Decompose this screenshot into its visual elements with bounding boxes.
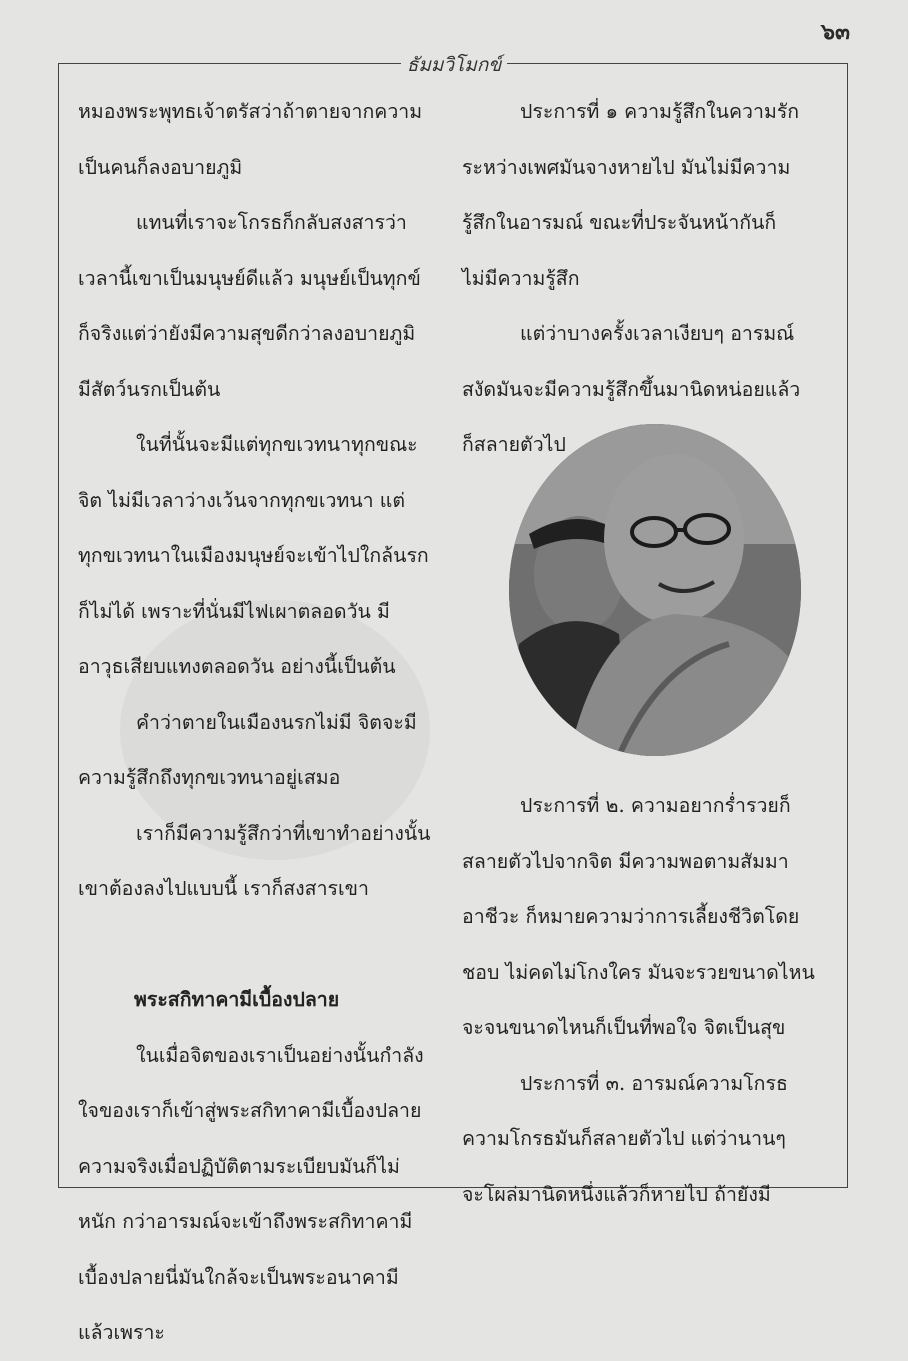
text-line: ในที่นั้นจะมีแต่ทุกขเวทนาทุกขณะ: [136, 433, 418, 456]
text-line: สลายตัวไปจากจิต มีความพอตามสัมมา: [462, 849, 789, 873]
running-head-title: ธัมมวิโมกข์: [401, 54, 508, 76]
monk-photo: [509, 424, 801, 756]
text-line: ความรู้สึกถึงทุกขเวทนาอยู่เสมอ: [78, 766, 341, 789]
text-line: เราก็มีความรู้สึกว่าที่เขาทำอย่างนั้น: [136, 821, 431, 845]
text-line: ก็ไม่ได้ เพราะที่นั่นมีไฟเผาตลอดวัน มี: [78, 599, 390, 623]
text-line: คำว่าตายในเมืองนรกไม่มี จิตจะมี: [136, 710, 417, 734]
text-line: ไม่มีความรู้สึก: [462, 266, 580, 290]
text-line: อาชีวะ ก็หมายความว่าการเลี้ยงชีวิตโดย: [462, 905, 800, 928]
text-line: ใจของเราก็เข้าสู่พระสกิทาคามีเบื้องปลาย: [78, 1099, 422, 1122]
text-line: ก็สลายตัวไป: [462, 433, 566, 456]
text-line: รู้สึกในอารมณ์ ขณะที่ประจันหน้ากันก็: [462, 211, 777, 234]
blank-line: [78, 917, 450, 973]
text-line: จะจนขนาดไหนก็เป็นที่พอใจ จิตเป็นสุข: [462, 1016, 786, 1039]
text-line: จะโผล่มานิดหนึ่งแล้วก็หายไป ถ้ายังมี: [462, 1182, 771, 1206]
text-line: ประการที่ ๒. ความอยากร่ำรวยก็: [520, 794, 791, 817]
right-column-bottom: [462, 778, 834, 1222]
text-line: เขาต้องลงไปแบบนี้ เราก็สงสารเขา: [78, 877, 369, 900]
text-line: มีสัตว์นรกเป็นต้น: [78, 377, 221, 401]
text-line: ประการที่ ๓. อารมณ์ความโกรธ: [520, 1071, 788, 1095]
text-line: หมองพระพุทธเจ้าตรัสว่าถ้าตายจากความ: [78, 100, 423, 123]
left-column: [78, 84, 450, 1361]
text-line: แต่ว่าบางครั้งเวลาเงียบๆ อารมณ์: [520, 322, 795, 345]
text-line: เวลานี้เขาเป็นมนุษย์ดีแล้ว มนุษย์เป็นทุกข์: [78, 266, 421, 290]
page-number: ๖๓: [820, 19, 850, 45]
running-head: [0, 50, 908, 80]
text-line: ระหว่างเพศมันจางหายไป มันไม่มีความ: [462, 155, 791, 179]
text-line: แล้วเพราะ: [78, 1321, 165, 1344]
text-line: ประการที่ ๑ ความรู้สึกในความรัก: [520, 100, 800, 123]
text-line: สงัดมันจะมีความรู้สึกขึ้นมานิดหน่อยแล้ว: [462, 377, 801, 401]
text-line: ความโกรธมันก็สลายตัวไป แต่ว่านานๆ: [462, 1127, 786, 1150]
monk-illustration: [509, 424, 801, 756]
text-line: หนัก กว่าอารมณ์จะเข้าถึงพระสกิทาคามี: [78, 1210, 413, 1233]
text-line: แทนที่เราจะโกรธก็กลับสงสารว่า: [136, 211, 407, 234]
text-line: จิต ไม่มีเวลาว่างเว้นจากทุกขเวทนา แต่: [78, 488, 406, 512]
text-line: เบื้องปลายนี่มันใกล้จะเป็นพระอนาคามี: [78, 1265, 399, 1289]
text-line: ทุกขเวทนาในเมืองมนุษย์จะเข้าไปใกล้นรก: [78, 544, 429, 567]
right-column-top: [462, 84, 834, 473]
text-line: ในเมื่อจิตของเราเป็นอย่างนั้นกำลัง: [136, 1043, 424, 1067]
text-line: ชอบ ไม่คดไม่โกงใคร มันจะรวยขนาดไหน: [462, 960, 815, 984]
text-line: ความจริงเมื่อปฏิบัติตามระเบียบมันก็ไม่: [78, 1154, 400, 1178]
section-heading: พระสกิทาคามีเบื้องปลาย: [134, 988, 340, 1011]
text-line: ก็จริงแต่ว่ายังมีความสุขดีกว่าลงอบายภูมิ: [78, 322, 416, 345]
text-line: เป็นคนก็ลงอบายภูมิ: [78, 155, 243, 179]
text-line: อาวุธเสียบแทงตลอดวัน อย่างนี้เป็นต้น: [78, 655, 396, 678]
